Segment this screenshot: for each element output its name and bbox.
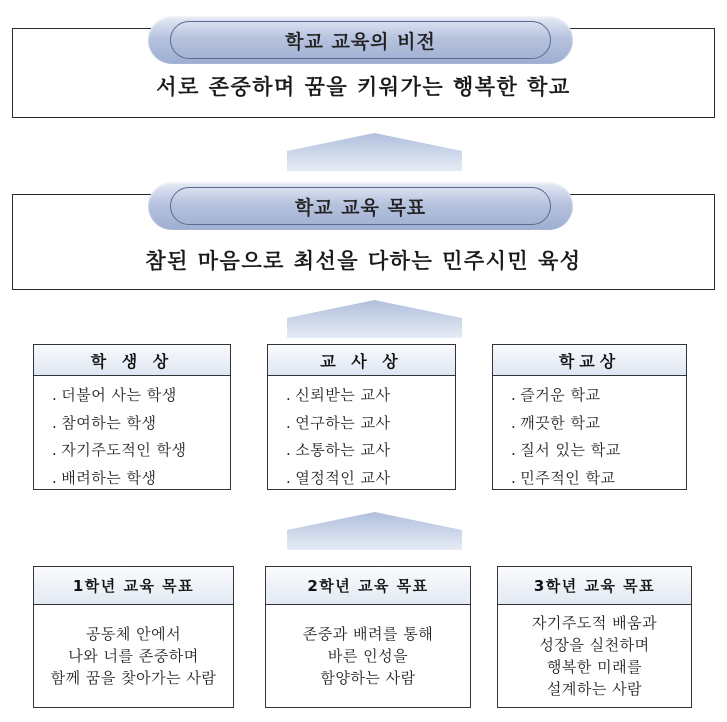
grade1-goal-line: 공동체 안에서 [85, 625, 182, 643]
teacher-profile-item: . 열정적인 교사 [286, 465, 455, 493]
teacher-profile-item: . 연구하는 교사 [286, 410, 455, 438]
grade1-goal-box [33, 566, 234, 708]
grade1-goal-line: 함께 꿈을 찾아가는 사람 [50, 669, 217, 687]
teacher-profile-card [267, 344, 456, 490]
student-profile-item: . 더불어 사는 학생 [52, 382, 230, 410]
grade3-goal-box [497, 566, 692, 708]
up-arrow-2 [287, 300, 462, 338]
grade3-goal-line: 성장을 실천하며 [539, 636, 650, 654]
grade2-goal-line: 바른 인성을 [327, 647, 409, 665]
school-profile-title: 학교상 [493, 345, 686, 376]
school-profile-item: . 민주적인 학교 [511, 465, 686, 493]
grade2-goal-box [265, 566, 471, 708]
school-profile-item: . 즐거운 학교 [511, 382, 686, 410]
teacher-profile-title: 교 사 상 [268, 345, 455, 376]
student-profile-card [33, 344, 231, 490]
grade3-goal-title: 3학년 교육 목표 [498, 567, 691, 605]
goal-title-pill [148, 182, 573, 230]
teacher-profile-item: . 소통하는 교사 [286, 437, 455, 465]
teacher-profile-item: . 신뢰받는 교사 [286, 382, 455, 410]
up-arrow-3 [287, 512, 462, 550]
grade3-goal-line: 자기주도적 배움과 [531, 614, 658, 632]
up-arrow-1 [287, 133, 462, 171]
grade2-goal-line: 존중과 배려를 통해 [302, 625, 434, 643]
goal-statement: 참된 마음으로 최선을 다하는 민주시민 육성 [145, 249, 582, 273]
grade2-goal-line: 함양하는 사람 [320, 669, 416, 687]
grade3-goal-line: 설계하는 사람 [546, 680, 643, 698]
vision-statement: 서로 존중하며 꿈을 키워가는 행복한 학교 [156, 75, 571, 99]
grade2-goal-title: 2학년 교육 목표 [266, 567, 470, 605]
grade1-goal-title: 1학년 교육 목표 [34, 567, 233, 605]
school-profile-card [492, 344, 687, 490]
grade1-goal-line: 나와 너를 존중하며 [68, 647, 199, 665]
grade3-goal-line: 행복한 미래를 [546, 658, 643, 676]
vision-title-pill [148, 16, 573, 64]
goal-title: 학교 교육 목표 [170, 187, 551, 225]
student-profile-title: 학 생 상 [34, 345, 230, 376]
vision-title: 학교 교육의 비전 [170, 21, 551, 59]
school-profile-item: . 질서 있는 학교 [511, 437, 686, 465]
student-profile-item: . 참여하는 학생 [52, 410, 230, 438]
student-profile-item: . 자기주도적인 학생 [52, 437, 230, 465]
school-profile-item: . 깨끗한 학교 [511, 410, 686, 438]
student-profile-item: . 배려하는 학생 [52, 465, 230, 493]
